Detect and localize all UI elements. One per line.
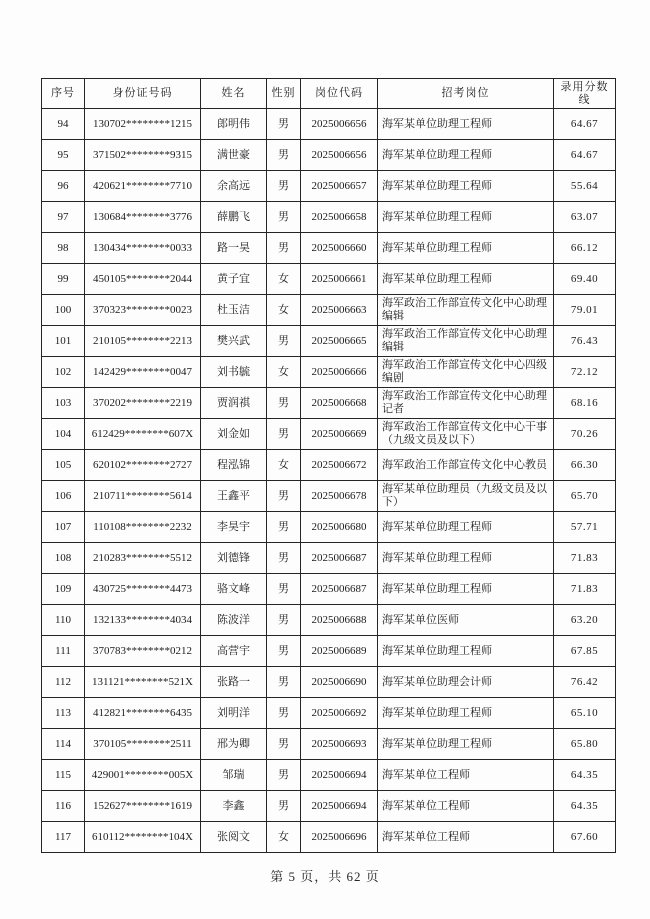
cell-position-code: 2025006687 xyxy=(301,543,378,574)
cell-position-code: 2025006696 xyxy=(301,822,378,853)
cell-name: 邢为卿 xyxy=(201,729,267,760)
cell-index: 99 xyxy=(42,264,85,295)
cell-index: 117 xyxy=(42,822,85,853)
cell-id-number: 370323********0023 xyxy=(85,295,201,326)
cell-id-number: 142429********0047 xyxy=(85,357,201,388)
header-id-number: 身份证号码 xyxy=(85,79,201,109)
cell-gender: 男 xyxy=(267,791,301,822)
cell-id-number: 370105********2511 xyxy=(85,729,201,760)
cell-id-number: 430725********4473 xyxy=(85,574,201,605)
cell-id-number: 131121********521X xyxy=(85,667,201,698)
cell-score-line: 71.83 xyxy=(554,574,616,605)
cell-id-number: 450105********2044 xyxy=(85,264,201,295)
cell-index: 113 xyxy=(42,698,85,729)
table-row xyxy=(42,419,616,450)
cell-gender: 男 xyxy=(267,481,301,512)
cell-score-line: 57.71 xyxy=(554,512,616,543)
cell-name: 邹瑞 xyxy=(201,760,267,791)
table-row xyxy=(42,326,616,357)
cell-position: 海军某单位工程师 xyxy=(378,760,554,791)
recruitment-score-table xyxy=(41,78,616,853)
cell-score-line: 66.12 xyxy=(554,233,616,264)
cell-gender: 女 xyxy=(267,264,301,295)
cell-name: 贾润祺 xyxy=(201,388,267,419)
cell-id-number: 370783********0212 xyxy=(85,636,201,667)
header-gender: 性别 xyxy=(267,79,301,109)
cell-name: 刘德锋 xyxy=(201,543,267,574)
cell-position-code: 2025006678 xyxy=(301,481,378,512)
cell-position: 海军某单位工程师 xyxy=(378,822,554,853)
cell-position-code: 2025006660 xyxy=(301,233,378,264)
cell-position: 海军某单位助理工程师 xyxy=(378,574,554,605)
cell-id-number: 110108********2232 xyxy=(85,512,201,543)
cell-name: 王鑫平 xyxy=(201,481,267,512)
cell-position: 海军某单位助理员（九级文员及以下） xyxy=(378,481,554,512)
cell-position: 海军某单位助理工程师 xyxy=(378,636,554,667)
cell-id-number: 210711********5614 xyxy=(85,481,201,512)
cell-position-code: 2025006663 xyxy=(301,295,378,326)
cell-name: 骆文峰 xyxy=(201,574,267,605)
cell-gender: 男 xyxy=(267,574,301,605)
cell-gender: 男 xyxy=(267,202,301,233)
cell-gender: 男 xyxy=(267,543,301,574)
cell-position-code: 2025006656 xyxy=(301,109,378,140)
cell-gender: 男 xyxy=(267,605,301,636)
cell-index: 100 xyxy=(42,295,85,326)
cell-position: 海军某单位助理工程师 xyxy=(378,140,554,171)
cell-id-number: 420621********7710 xyxy=(85,171,201,202)
header-position: 招考岗位 xyxy=(378,79,554,109)
cell-name: 路一昊 xyxy=(201,233,267,264)
cell-position: 海军某单位助理工程师 xyxy=(378,264,554,295)
cell-position-code: 2025006693 xyxy=(301,729,378,760)
cell-name: 余高远 xyxy=(201,171,267,202)
cell-score-line: 76.42 xyxy=(554,667,616,698)
cell-score-line: 70.26 xyxy=(554,419,616,450)
cell-position-code: 2025006690 xyxy=(301,667,378,698)
table-row xyxy=(42,264,616,295)
header-index: 序号 xyxy=(42,79,85,109)
cell-index: 94 xyxy=(42,109,85,140)
cell-position: 海军某单位医师 xyxy=(378,605,554,636)
cell-score-line: 63.07 xyxy=(554,202,616,233)
table-row xyxy=(42,698,616,729)
cell-position-code: 2025006680 xyxy=(301,512,378,543)
header-position-code: 岗位代码 xyxy=(301,79,378,109)
cell-index: 111 xyxy=(42,636,85,667)
table-row xyxy=(42,233,616,264)
cell-index: 104 xyxy=(42,419,85,450)
cell-index: 116 xyxy=(42,791,85,822)
cell-gender: 女 xyxy=(267,295,301,326)
cell-name: 薛鹏飞 xyxy=(201,202,267,233)
cell-score-line: 64.67 xyxy=(554,109,616,140)
cell-id-number: 210105********2213 xyxy=(85,326,201,357)
header-score-line: 录用分数线 xyxy=(554,79,616,109)
cell-id-number: 130702********1215 xyxy=(85,109,201,140)
table-row xyxy=(42,667,616,698)
cell-gender: 女 xyxy=(267,450,301,481)
table-row xyxy=(42,388,616,419)
cell-position: 海军政治工作部宣传文化中心干事（九级文员及以下） xyxy=(378,419,554,450)
cell-position-code: 2025006694 xyxy=(301,760,378,791)
cell-score-line: 67.85 xyxy=(554,636,616,667)
cell-score-line: 64.67 xyxy=(554,140,616,171)
cell-id-number: 612429********607X xyxy=(85,419,201,450)
cell-gender: 男 xyxy=(267,512,301,543)
cell-name: 程泓锦 xyxy=(201,450,267,481)
cell-position-code: 2025006665 xyxy=(301,326,378,357)
cell-name: 陈波洋 xyxy=(201,605,267,636)
cell-position: 海军某单位助理工程师 xyxy=(378,543,554,574)
cell-position-code: 2025006658 xyxy=(301,202,378,233)
cell-index: 105 xyxy=(42,450,85,481)
cell-position: 海军某单位助理工程师 xyxy=(378,729,554,760)
cell-gender: 男 xyxy=(267,636,301,667)
cell-score-line: 55.64 xyxy=(554,171,616,202)
cell-index: 108 xyxy=(42,543,85,574)
cell-score-line: 79.01 xyxy=(554,295,616,326)
header-name: 姓名 xyxy=(201,79,267,109)
cell-gender: 男 xyxy=(267,388,301,419)
page-number: 第 5 页，共 62 页 xyxy=(270,869,380,884)
cell-id-number: 130684********3776 xyxy=(85,202,201,233)
table-row xyxy=(42,140,616,171)
cell-id-number: 620102********2727 xyxy=(85,450,201,481)
cell-score-line: 65.70 xyxy=(554,481,616,512)
table-row xyxy=(42,295,616,326)
cell-gender: 男 xyxy=(267,667,301,698)
cell-name: 高营宇 xyxy=(201,636,267,667)
cell-index: 110 xyxy=(42,605,85,636)
cell-position: 海军政治工作部宣传文化中心助理编辑 xyxy=(378,326,554,357)
cell-gender: 男 xyxy=(267,729,301,760)
cell-name: 刘金如 xyxy=(201,419,267,450)
cell-id-number: 210283********5512 xyxy=(85,543,201,574)
cell-id-number: 152627********1619 xyxy=(85,791,201,822)
table-header-row xyxy=(42,79,616,109)
cell-score-line: 66.30 xyxy=(554,450,616,481)
cell-name: 满世豪 xyxy=(201,140,267,171)
cell-gender: 男 xyxy=(267,419,301,450)
table-row xyxy=(42,109,616,140)
cell-score-line: 64.35 xyxy=(554,791,616,822)
cell-position: 海军政治工作部宣传文化中心助理记者 xyxy=(378,388,554,419)
cell-score-line: 69.40 xyxy=(554,264,616,295)
cell-position: 海军某单位助理工程师 xyxy=(378,109,554,140)
table-row xyxy=(42,636,616,667)
cell-score-line: 72.12 xyxy=(554,357,616,388)
cell-position: 海军某单位助理工程师 xyxy=(378,698,554,729)
cell-index: 106 xyxy=(42,481,85,512)
cell-position: 海军某单位助理工程师 xyxy=(378,233,554,264)
cell-gender: 女 xyxy=(267,822,301,853)
cell-name: 刘明洋 xyxy=(201,698,267,729)
cell-position: 海军某单位助理工程师 xyxy=(378,512,554,543)
table-row xyxy=(42,357,616,388)
cell-position: 海军政治工作部宣传文化中心助理编辑 xyxy=(378,295,554,326)
table-row xyxy=(42,760,616,791)
cell-name: 李昊宇 xyxy=(201,512,267,543)
cell-position: 海军某单位工程师 xyxy=(378,791,554,822)
table-row xyxy=(42,605,616,636)
cell-position-code: 2025006672 xyxy=(301,450,378,481)
cell-score-line: 67.60 xyxy=(554,822,616,853)
cell-position-code: 2025006661 xyxy=(301,264,378,295)
cell-name: 李鑫 xyxy=(201,791,267,822)
cell-name: 张路一 xyxy=(201,667,267,698)
cell-position-code: 2025006668 xyxy=(301,388,378,419)
table-row xyxy=(42,574,616,605)
table-body xyxy=(42,109,616,853)
cell-name: 杜玉洁 xyxy=(201,295,267,326)
table-row xyxy=(42,481,616,512)
cell-position-code: 2025006669 xyxy=(301,419,378,450)
cell-position: 海军政治工作部宣传文化中心教员 xyxy=(378,450,554,481)
cell-score-line: 76.43 xyxy=(554,326,616,357)
cell-index: 115 xyxy=(42,760,85,791)
cell-index: 107 xyxy=(42,512,85,543)
cell-score-line: 64.35 xyxy=(554,760,616,791)
cell-position-code: 2025006689 xyxy=(301,636,378,667)
cell-id-number: 130434********0033 xyxy=(85,233,201,264)
cell-index: 97 xyxy=(42,202,85,233)
cell-score-line: 65.80 xyxy=(554,729,616,760)
cell-gender: 男 xyxy=(267,326,301,357)
cell-name: 刘书毓 xyxy=(201,357,267,388)
cell-index: 114 xyxy=(42,729,85,760)
cell-name: 郎明伟 xyxy=(201,109,267,140)
table-row xyxy=(42,202,616,233)
cell-gender: 男 xyxy=(267,140,301,171)
cell-gender: 男 xyxy=(267,109,301,140)
cell-index: 98 xyxy=(42,233,85,264)
cell-score-line: 71.83 xyxy=(554,543,616,574)
cell-position: 海军某单位助理工程师 xyxy=(378,202,554,233)
cell-index: 95 xyxy=(42,140,85,171)
cell-name: 黄子宜 xyxy=(201,264,267,295)
cell-id-number: 132133********4034 xyxy=(85,605,201,636)
cell-index: 112 xyxy=(42,667,85,698)
cell-gender: 男 xyxy=(267,760,301,791)
cell-name: 樊兴武 xyxy=(201,326,267,357)
cell-score-line: 65.10 xyxy=(554,698,616,729)
cell-position: 海军某单位助理会计师 xyxy=(378,667,554,698)
cell-position-code: 2025006694 xyxy=(301,791,378,822)
table-row xyxy=(42,791,616,822)
cell-id-number: 412821********6435 xyxy=(85,698,201,729)
cell-gender: 女 xyxy=(267,357,301,388)
cell-score-line: 63.20 xyxy=(554,605,616,636)
cell-index: 101 xyxy=(42,326,85,357)
cell-index: 103 xyxy=(42,388,85,419)
cell-position-code: 2025006688 xyxy=(301,605,378,636)
cell-index: 109 xyxy=(42,574,85,605)
table-row xyxy=(42,543,616,574)
cell-position-code: 2025006656 xyxy=(301,140,378,171)
cell-score-line: 68.16 xyxy=(554,388,616,419)
cell-gender: 男 xyxy=(267,171,301,202)
cell-position-code: 2025006666 xyxy=(301,357,378,388)
cell-position-code: 2025006657 xyxy=(301,171,378,202)
table-row xyxy=(42,171,616,202)
cell-position-code: 2025006692 xyxy=(301,698,378,729)
cell-id-number: 429001********005X xyxy=(85,760,201,791)
cell-id-number: 610112********104X xyxy=(85,822,201,853)
cell-gender: 男 xyxy=(267,698,301,729)
cell-id-number: 370202********2219 xyxy=(85,388,201,419)
table-row xyxy=(42,512,616,543)
cell-name: 张阅文 xyxy=(201,822,267,853)
cell-position-code: 2025006687 xyxy=(301,574,378,605)
table-row xyxy=(42,450,616,481)
cell-id-number: 371502********9315 xyxy=(85,140,201,171)
cell-index: 102 xyxy=(42,357,85,388)
cell-index: 96 xyxy=(42,171,85,202)
table-row xyxy=(42,729,616,760)
table-row xyxy=(42,822,616,853)
cell-gender: 男 xyxy=(267,233,301,264)
cell-position: 海军政治工作部宣传文化中心四级编剧 xyxy=(378,357,554,388)
cell-position: 海军某单位助理工程师 xyxy=(378,171,554,202)
